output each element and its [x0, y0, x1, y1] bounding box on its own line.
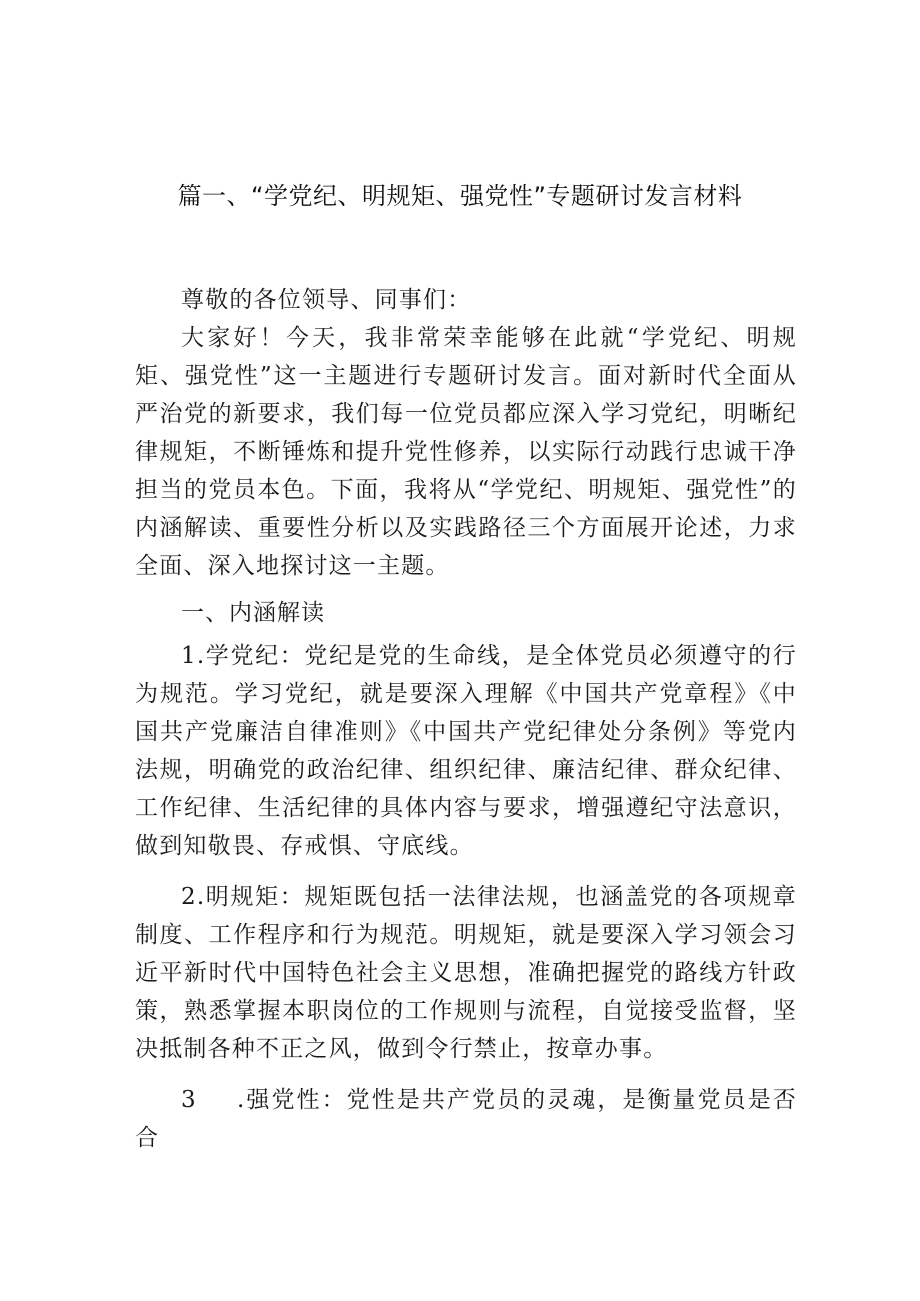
item-number: 3 [181, 1087, 197, 1113]
list-item [135, 878, 797, 1068]
intro-paragraph: 大家好！今天，我非常荣幸能够在此就“学党纪、明规矩、强党性”这一主题进行专题研讨发言。面对新时代全面从严治党的新要求，我们每一位党员都应深入学习党纪，明晰纪律规矩，不断锤炼和提升党性修养，以实际行动践行忠诚干净担当的党员本色。下面，我将从“学党纪、明规矩、强党性”的内涵解读、重要性分析以及实践路径三个方面展开论述，力求全面、深入地探讨这一主题。 [135, 325, 797, 579]
list-item [135, 1081, 797, 1157]
item-text: .明规矩：规矩既包括一法律法规，也涵盖党的各项规章制度、工作程序和行为规范。明规矩，就是要深入学习领会习近平新时代中国特色社会主义思想，准确把握党的路线方针政策，熟悉掌握本职岗位的工作规则与流程，自觉接受监督，坚决抵制各种不正之风，做到令行禁止，按章办事。 [135, 884, 797, 1062]
document-body [135, 281, 797, 1157]
item-number: 2 [181, 884, 197, 910]
section-heading: 一、内涵解读 [181, 600, 325, 626]
item-text: .学党纪：党纪是党的生命线，是全体党员必须遵守的行为规范。学习党纪，就是要深入理解《中国共产党章程》《中国共产党廉洁自律准则》《中国共产党纪律处分条例》等党内法规，明确党的政治纪律、组织纪律、廉洁纪律、群众纪律、工作纪律、生活纪律的具体内容与要求，增强遵纪守法意识，做到知敬畏、存戒惧、守底线。 [135, 643, 797, 859]
item-number: 1 [181, 643, 197, 669]
greeting: 尊敬的各位领导、同事们： [181, 287, 472, 313]
document-title: 篇一、“学党纪、明规矩、强党性”专题研讨发言材料 [177, 182, 743, 210]
item-text: .强党性：党性是共产党员的灵魂，是衡量党员是否合 [135, 1087, 797, 1151]
list-item [135, 637, 797, 865]
